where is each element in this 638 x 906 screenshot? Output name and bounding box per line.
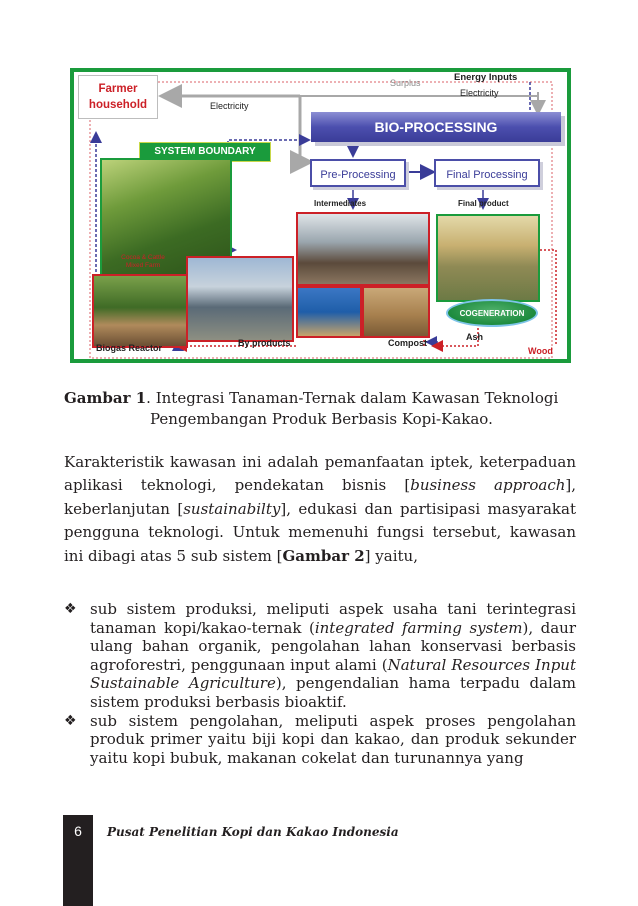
final-product-label: Final product <box>458 199 509 208</box>
footer-publisher: Pusat Penelitian Kopi dan Kakao Indonesia <box>107 825 399 839</box>
cogeneration-node: COGENERATION <box>446 299 538 327</box>
subsystem-list <box>64 600 576 767</box>
energy-inputs-label: Energy Inputs <box>454 72 518 83</box>
wood-label: Wood <box>528 346 553 356</box>
paragraph-text-4: ] yaitu, <box>364 546 418 565</box>
pre-processing-box: Pre-Processing <box>310 159 406 187</box>
bio-processing-banner: BIO-PROCESSING <box>311 112 561 142</box>
electricity-label-left: Electricity <box>210 101 249 111</box>
paragraph-italic-2: sustainabilty <box>183 499 281 518</box>
figure-integration-diagram <box>68 62 572 364</box>
list-item <box>64 600 576 712</box>
diamond-bullet-icon: ❖ <box>64 712 77 729</box>
final-processing-box: Final Processing <box>434 159 540 187</box>
electricity-label-right: Electricity <box>460 88 499 98</box>
compost-photo-2 <box>362 286 430 338</box>
by-products-photo <box>186 256 294 342</box>
list-item <box>64 712 576 768</box>
page-number: 6 <box>74 823 82 839</box>
by-products-label: By products <box>238 338 291 348</box>
intermediates-photo <box>296 212 430 286</box>
surplus-label: Surplus <box>390 78 421 88</box>
diamond-bullet-icon: ❖ <box>64 601 77 617</box>
compost-photo-1 <box>296 286 362 338</box>
bullet-1-text-3: ), pengendalian hama terpadu dalam sistem produksi berbasis bioaktif. <box>90 674 576 711</box>
paragraph-text-2: ], keberlanjutan [ <box>64 476 577 518</box>
body-paragraph <box>64 451 576 568</box>
ash-label: Ash <box>466 332 484 342</box>
biogas-reactor-photo <box>92 274 188 348</box>
biogas-reactor-label: Biogas Reactor <box>96 343 163 353</box>
farmer-household-label: Farmer household <box>88 83 148 111</box>
caption-line-1: . Integrasi Tanaman-Ternak dalam Kawasan Teknologi <box>146 389 559 407</box>
final-product-photo <box>436 214 540 302</box>
system-boundary-label: SYSTEM BOUNDARY <box>139 142 271 162</box>
bullet-1-italic-1: integrated farming system <box>314 618 523 637</box>
figure-caption <box>64 388 576 430</box>
intermediates-label: Intermediates <box>314 199 367 208</box>
caption-label: Gambar 1 <box>64 389 147 407</box>
paragraph-bold-ref: Gambar 2 <box>282 546 365 565</box>
paragraph-text-1: Karakteristik kawasan ini adalah pemanfaatan iptek, keterpaduan aplikasi teknologi, pendekatan bisnis [ <box>64 453 576 495</box>
paragraph-text-3: ], edukasi dan partisipasi masyarakat pengguna teknologi. Untuk memenuhi fungsi tersebut, kawasan ini dibagi atas 5 sub sistem [ <box>64 499 576 565</box>
paragraph-italic-1: business approach <box>410 476 566 495</box>
bullet-2-text: sub sistem pengolahan, meliputi aspek proses pengolahan produk primer yaitu biji kopi dan kakao, dan produk sekunder yaitu kopi bubuk, makanan cokelat dan turunannya yang <box>90 711 576 767</box>
cocoa-cattle-farm-label: Cocoa & Cattle Mixed Farm <box>121 254 165 269</box>
bullet-1-text-1: sub sistem produksi, meliputi aspek usaha tani terintegrasi tanaman kopi/kakao-ternak ( <box>90 600 576 637</box>
farmer-household-box <box>78 75 158 119</box>
compost-label: Compost <box>388 338 427 348</box>
bullet-1-text-2: ), daur ulang bahan organik, pengolahan lahan konservasi berbasis agroforestri, penggunaan input alami ( <box>90 618 577 674</box>
caption-line-2: Pengembangan Produk Berbasis Kopi-Kakao. <box>150 410 493 428</box>
bullet-1-italic-2: Natural Resources Input Sustainable Agriculture <box>90 655 576 693</box>
